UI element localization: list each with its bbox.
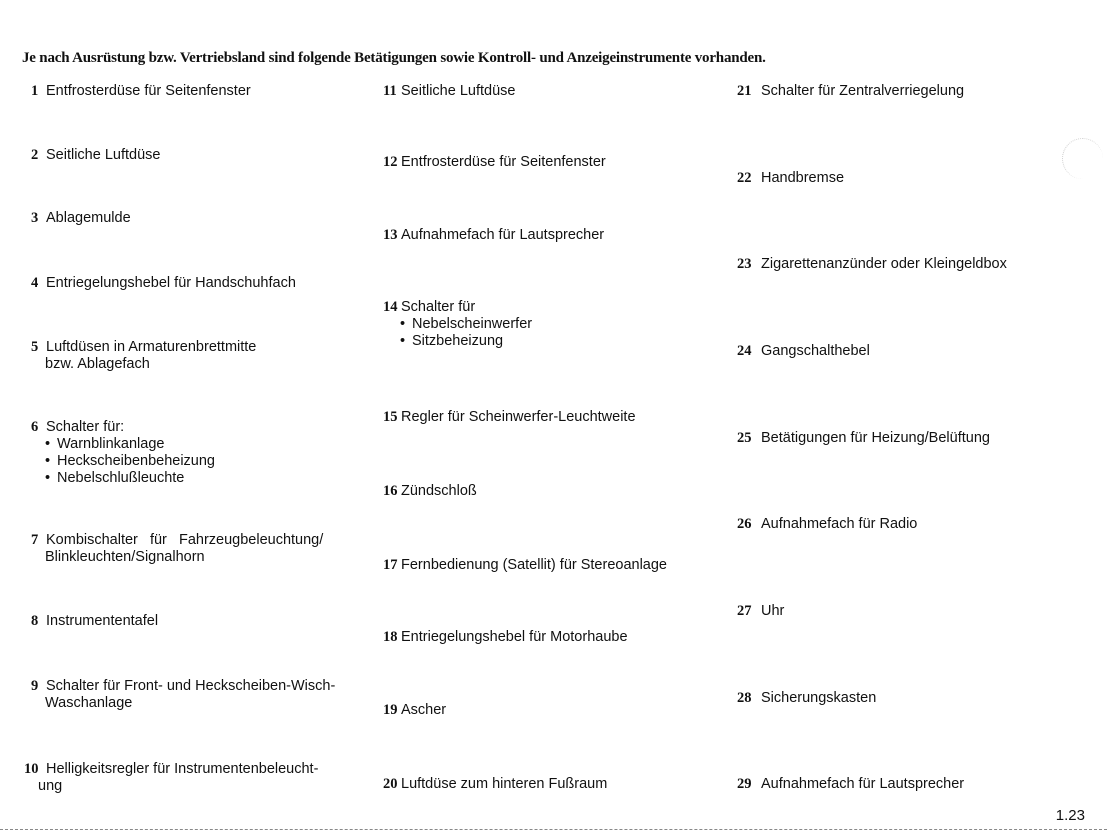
item-number: 5 xyxy=(31,339,39,355)
list-item-6 xyxy=(31,419,215,487)
item-label-continued: Waschanlage xyxy=(45,695,133,711)
list-item-11 xyxy=(383,83,515,100)
item-label: Entriegelungshebel für Handschuhfach xyxy=(46,275,296,291)
item-number: 15 xyxy=(383,409,398,425)
item-label: Ablagemulde xyxy=(46,210,131,226)
bullet-item: • Sitzbeheizung xyxy=(383,333,532,350)
item-label-continued: ung xyxy=(38,778,63,794)
bullet-item: • Nebelscheinwerfer xyxy=(383,316,532,333)
item-label-continued: bzw. Ablagefach xyxy=(45,356,150,372)
list-item-17 xyxy=(383,557,667,574)
list-item-8 xyxy=(31,613,158,630)
item-number: 29 xyxy=(737,776,752,792)
list-item-13 xyxy=(383,227,604,244)
page-headline: Je nach Ausrüstung bzw. Vertriebsland sind folgende Betätigungen sowie Kontroll- und Anzeigeinstrumente vorhanden. xyxy=(22,50,766,66)
item-number: 6 xyxy=(31,419,39,435)
item-label: Gangschalthebel xyxy=(761,343,870,359)
item-number: 21 xyxy=(737,83,752,99)
item-label: Entriegelungshebel für Motorhaube xyxy=(401,629,628,645)
item-label: Schalter für: xyxy=(46,419,125,435)
list-item-18 xyxy=(383,629,628,646)
item-label: Handbremse xyxy=(761,170,845,186)
list-item-28 xyxy=(737,690,876,707)
list-item-23 xyxy=(737,256,1007,273)
item-label: Entfrosterdüse für Seitenfenster xyxy=(401,154,606,170)
list-item-21 xyxy=(737,83,964,100)
item-number: 22 xyxy=(737,170,752,186)
item-number: 26 xyxy=(737,516,752,532)
item-number: 25 xyxy=(737,430,752,446)
item-number: 2 xyxy=(31,147,39,163)
item-label: Regler für Scheinwerfer-Leuchtweite xyxy=(401,409,636,425)
item-number: 10 xyxy=(24,761,39,777)
list-item-27 xyxy=(737,603,784,620)
list-item-7 xyxy=(31,532,323,566)
item-label: Schalter für Zentralverriegelung xyxy=(761,83,965,99)
item-number: 24 xyxy=(737,343,752,359)
bullet-item: • Nebelschlußleuchte xyxy=(31,470,215,487)
list-item-2 xyxy=(31,147,160,164)
item-number: 9 xyxy=(31,678,39,694)
item-number: 18 xyxy=(383,629,398,645)
list-item-16 xyxy=(383,483,477,500)
list-item-1 xyxy=(31,83,251,100)
item-label: Entfrosterdüse für Seitenfenster xyxy=(46,83,251,99)
item-number: 14 xyxy=(383,299,398,315)
item-label: Aufnahmefach für Radio xyxy=(761,516,918,532)
list-item-14 xyxy=(383,299,532,350)
item-label: Seitliche Luftdüse xyxy=(46,147,161,163)
list-item-3 xyxy=(31,210,131,227)
item-number: 28 xyxy=(737,690,752,706)
list-item-12 xyxy=(383,154,606,171)
list-item-22 xyxy=(737,170,844,187)
item-label: Schalter für xyxy=(401,299,476,315)
item-label: Ascher xyxy=(401,702,447,718)
item-label: Helligkeitsregler für Instrumentenbeleucht- xyxy=(46,761,319,777)
item-number: 12 xyxy=(383,154,398,170)
item-number: 19 xyxy=(383,702,398,718)
list-item-9 xyxy=(31,678,335,712)
item-label: Sicherungskasten xyxy=(761,690,877,706)
list-item-15 xyxy=(383,409,636,426)
bullet-item: • Warnblinkanlage xyxy=(31,436,215,453)
page-number: 1.23 xyxy=(1055,807,1085,824)
item-label: Aufnahmefach für Lautsprecher xyxy=(401,227,605,243)
list-item-4 xyxy=(31,275,296,292)
list-item-10 xyxy=(24,761,318,795)
item-number: 23 xyxy=(737,256,752,272)
list-item-20 xyxy=(383,776,607,793)
list-item-5 xyxy=(31,339,256,373)
list-item-24 xyxy=(737,343,870,360)
scan-artifact xyxy=(1062,138,1103,179)
list-item-26 xyxy=(737,516,917,533)
item-label: Uhr xyxy=(761,603,785,619)
item-label: Zündschloß xyxy=(401,483,477,499)
item-label: Fernbedienung (Satellit) für Stereoanlage xyxy=(401,557,667,573)
item-number: 16 xyxy=(383,483,398,499)
item-label: Betätigungen für Heizung/Belüftung xyxy=(761,430,990,446)
item-number: 20 xyxy=(383,776,398,792)
item-number: 13 xyxy=(383,227,398,243)
bullet-item: • Heckscheibenbeheizung xyxy=(31,453,215,470)
item-number: 11 xyxy=(383,83,397,99)
list-item-25 xyxy=(737,430,990,447)
item-label: Schalter für Front- und Heckscheiben-Wisch- xyxy=(46,678,336,694)
item-number: 27 xyxy=(737,603,752,619)
item-label: Seitliche Luftdüse xyxy=(401,83,516,99)
item-label: Instrumententafel xyxy=(46,613,159,629)
item-number: 4 xyxy=(31,275,39,291)
item-label: Luftdüsen in Armaturenbrettmitte xyxy=(46,339,257,355)
item-label-continued: Blinkleuchten/Signalhorn xyxy=(45,549,205,565)
item-number: 7 xyxy=(31,532,39,548)
item-label: Luftdüse zum hinteren Fußraum xyxy=(401,776,608,792)
item-number: 1 xyxy=(31,83,39,99)
item-number: 8 xyxy=(31,613,39,629)
list-item-29 xyxy=(737,776,964,793)
item-label: Kombischalter für Fahrzeugbeleuchtung/ xyxy=(46,532,324,548)
item-label: Zigarettenanzünder oder Kleingeldbox xyxy=(761,256,1007,272)
page-bottom-edge xyxy=(0,829,1107,830)
item-number: 17 xyxy=(383,557,398,573)
list-item-19 xyxy=(383,702,446,719)
item-number: 3 xyxy=(31,210,39,226)
item-label: Aufnahmefach für Lautsprecher xyxy=(761,776,965,792)
